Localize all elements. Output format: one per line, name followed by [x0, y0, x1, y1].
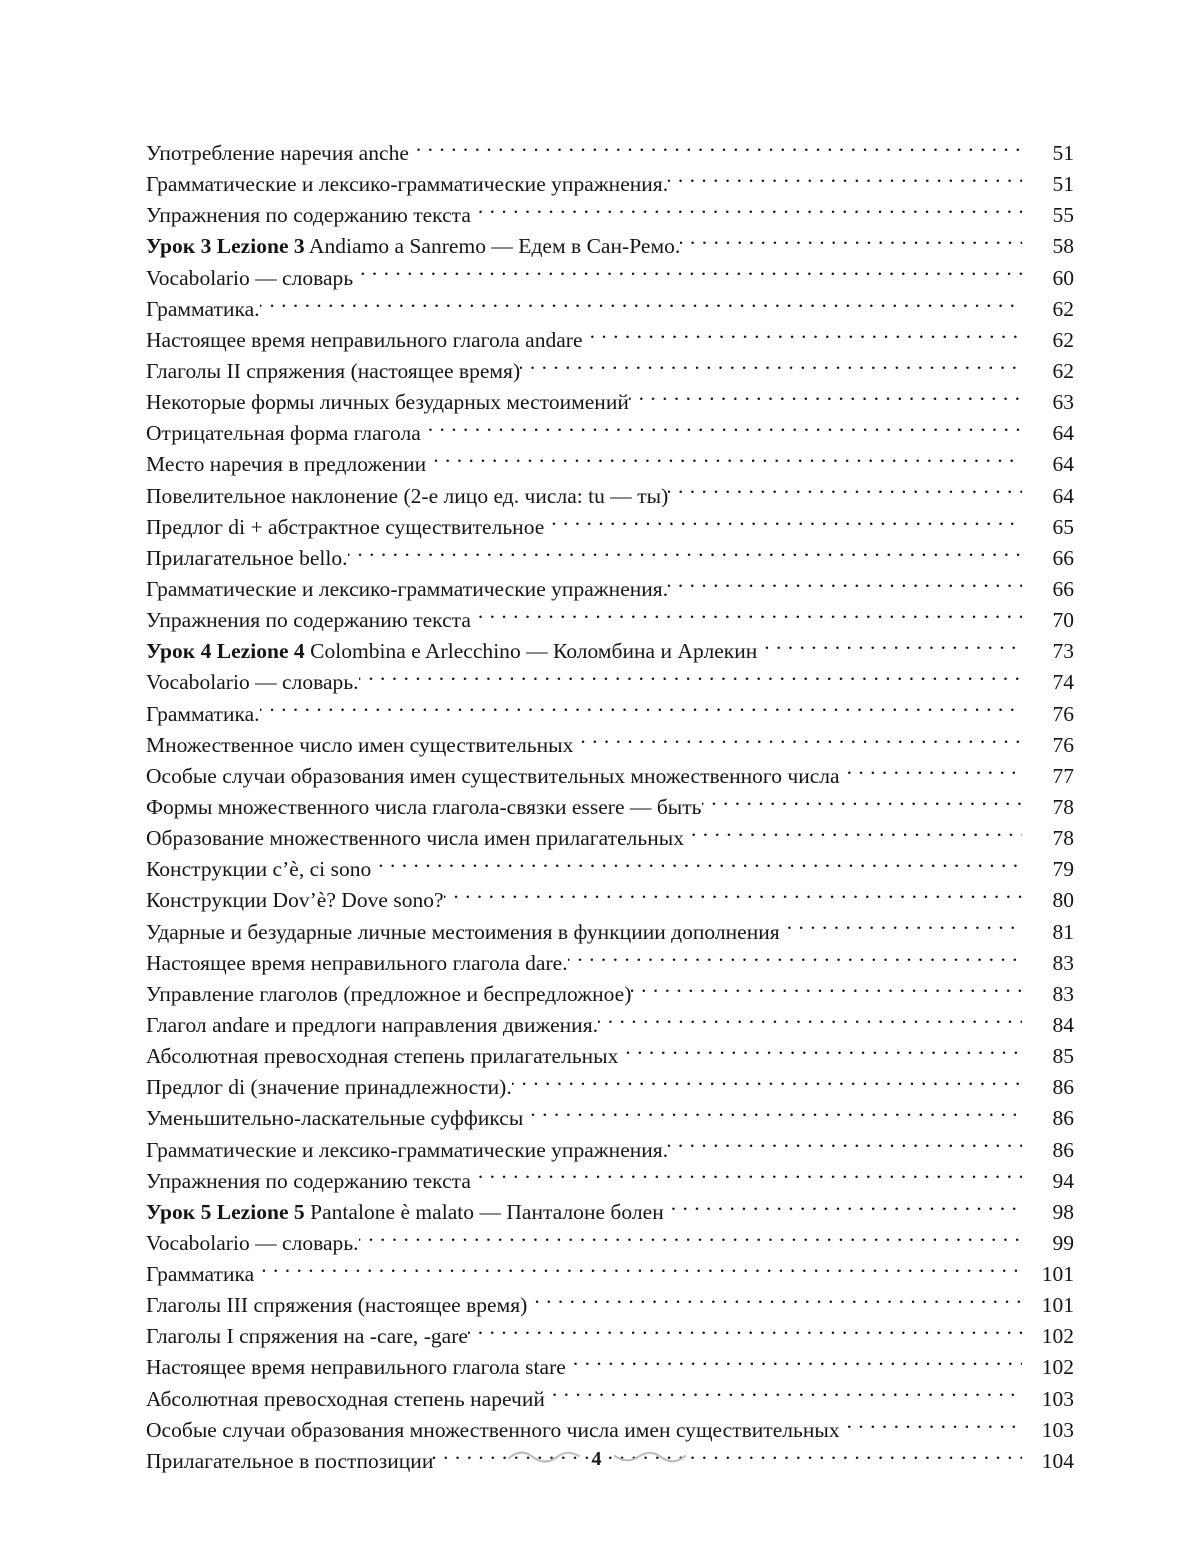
- lesson-heading-label: Урок 5 Lezione 5: [146, 1199, 305, 1224]
- toc-entry[interactable]: [146, 1072, 1074, 1103]
- dot-leader: [520, 356, 1022, 378]
- toc-entry-title: [146, 1103, 523, 1134]
- toc-entry-page-number: 79: [1052, 857, 1074, 882]
- toc-entry[interactable]: [146, 605, 1074, 636]
- dot-leader: [668, 574, 1022, 596]
- toc-entry[interactable]: [146, 512, 1074, 543]
- toc-entry-title-text: Настоящее время неправильного глагола andare: [146, 327, 583, 352]
- toc-entry-page-number: 73: [1052, 639, 1074, 664]
- dot-leader: [580, 730, 1022, 752]
- toc-entry-title: [146, 169, 668, 200]
- toc-entry[interactable]: [146, 418, 1074, 449]
- toc-entry-page-number: 58: [1052, 234, 1074, 259]
- toc-entry[interactable]: [146, 1228, 1074, 1259]
- toc-entry-title-text: Некоторые формы личных безударных местоимений: [146, 390, 629, 415]
- toc-entry-title-text: Упражнения по содержанию текста: [146, 608, 471, 633]
- toc-entry-title: [146, 885, 444, 916]
- toc-entry-page-number: 76: [1052, 701, 1074, 726]
- toc-entry-page-number: 62: [1052, 327, 1074, 352]
- toc-entry[interactable]: [146, 481, 1074, 512]
- dot-leader: [668, 170, 1022, 192]
- toc-entry[interactable]: [146, 699, 1074, 730]
- toc-entry[interactable]: [146, 169, 1074, 200]
- toc-entry[interactable]: [146, 1384, 1074, 1415]
- dot-leader: [847, 1415, 1022, 1437]
- dot-leader: [680, 232, 1022, 254]
- dot-leader: [534, 1291, 1022, 1313]
- toc-entry[interactable]: [146, 356, 1074, 387]
- toc-entry-title: [146, 1352, 566, 1383]
- page-footer: [0, 1448, 1193, 1471]
- toc-entry-title-text: Прилагательное bello.: [146, 545, 348, 570]
- toc-entry[interactable]: [146, 917, 1074, 948]
- toc-entry[interactable]: [146, 1321, 1074, 1352]
- toc-entry-page-number: 86: [1052, 1075, 1074, 1100]
- toc-entry-page-number: 66: [1052, 545, 1074, 570]
- toc-entry-title-text: Особые случаи образования множественного числа имен существительных: [146, 1417, 840, 1442]
- lesson-heading-label: Урок 3 Lezione 3: [146, 234, 305, 259]
- dot-leader: [787, 917, 1022, 939]
- dot-leader: [416, 139, 1022, 161]
- dot-leader: [573, 1353, 1022, 1375]
- toc-entry-title-text: Конструкции c’è, ci sono: [146, 857, 372, 882]
- dot-leader: [668, 1135, 1022, 1157]
- toc-entry-title-text: Грамматика: [146, 1262, 255, 1287]
- toc-entry-title: [146, 263, 353, 294]
- toc-entry-page-number: 98: [1052, 1199, 1074, 1224]
- toc-entry-page-number: 70: [1052, 608, 1074, 633]
- page-number: 4: [591, 1448, 602, 1470]
- toc-entry-title-text: Глагол andare и предлоги направления движения.: [146, 1012, 598, 1037]
- toc-entry-page-number: 94: [1052, 1168, 1074, 1193]
- toc-entry-title-text: Место наречия в предложении: [146, 452, 427, 477]
- toc-entry-title-text: Vocabolario — словарь: [146, 265, 354, 290]
- dot-leader: [260, 294, 1022, 316]
- toc-entry-page-number: 51: [1052, 141, 1074, 165]
- toc-entry[interactable]: [146, 263, 1074, 294]
- toc-entry-title-text: Глаголы II спряжения (настоящее время): [146, 358, 521, 383]
- toc-entry-title-text: Уменьшительно-ласкательные суффиксы: [146, 1106, 524, 1131]
- toc-entry-title-text: Конструкции Dov’è? Dove sono?: [146, 888, 444, 913]
- toc-entry[interactable]: [146, 200, 1074, 231]
- toc-entry-page-number: 63: [1052, 390, 1074, 415]
- toc-entry-title: [146, 294, 260, 325]
- toc-entry-title-text: Глаголы III спряжения (настоящее время): [146, 1293, 528, 1318]
- dot-leader: [598, 1010, 1022, 1032]
- toc-entry-title: [146, 1135, 668, 1166]
- toc-entry-page-number: 103: [1041, 1417, 1074, 1442]
- toc-entry-title: [146, 481, 668, 512]
- toc-entry-page-number: 62: [1052, 296, 1074, 321]
- toc-entry-title-text: Грамматические и лексико-грамматические упражнения.: [146, 172, 669, 197]
- toc-entry[interactable]: [146, 1041, 1074, 1072]
- toc-entry-title: [146, 387, 629, 418]
- toc-entry-title-text: Грамматика.: [146, 296, 260, 321]
- toc-entry[interactable]: [146, 231, 1074, 262]
- toc-entry-title: [146, 605, 471, 636]
- toc-entry-title-text: Глаголы I спряжения на -care, -gare: [146, 1324, 468, 1349]
- dot-leader: [691, 824, 1022, 846]
- toc-entry-title: [146, 1321, 468, 1352]
- toc-entry-title-text: Упражнения по содержанию текста: [146, 1168, 471, 1193]
- toc-entry-page-number: 66: [1052, 576, 1074, 601]
- toc-entry[interactable]: [146, 387, 1074, 418]
- dot-leader: [478, 1166, 1022, 1188]
- toc-entry[interactable]: [146, 1290, 1074, 1321]
- toc-entry-page-number: 99: [1052, 1230, 1074, 1255]
- toc-entry-title-text: Абсолютная превосходная степень наречий: [146, 1386, 545, 1411]
- toc-entry-page-number: 64: [1052, 483, 1074, 508]
- toc-entry-page-number: 78: [1052, 826, 1074, 851]
- toc-entry-page-number: 64: [1052, 452, 1074, 477]
- toc-entry-title: [146, 418, 421, 449]
- toc-entry-title-text: Употребление наречия anche: [146, 141, 409, 165]
- toc-entry-page-number: 64: [1052, 421, 1074, 446]
- toc-entry-page-number: 86: [1052, 1137, 1074, 1162]
- toc-entry-title-text: Отрицательная форма глагола: [146, 421, 421, 446]
- toc-entry-title-text: Ударные и безударные личные местоимения в функциии дополнения: [146, 919, 780, 944]
- dot-leader: [378, 855, 1022, 877]
- toc-entry-title: [146, 1415, 840, 1446]
- dot-leader: [359, 1228, 1022, 1250]
- toc-entry[interactable]: [146, 1103, 1074, 1134]
- toc-entry-title: [146, 917, 780, 948]
- toc-entry-title-text: Абсолютная превосходная степень прилагательных: [146, 1044, 619, 1069]
- toc-entry-title-text: Настоящее время неправильного глагола dare.: [146, 950, 568, 975]
- dot-leader: [702, 792, 1022, 814]
- toc-entry-page-number: 77: [1052, 763, 1074, 788]
- toc-entry-title: [146, 667, 359, 698]
- toc-entry[interactable]: [146, 823, 1074, 854]
- toc-entry-page-number: 55: [1052, 203, 1074, 228]
- toc-entry[interactable]: [146, 325, 1074, 356]
- toc-entry-title-text: Предлог di + абстрактное существительное: [146, 514, 545, 539]
- toc-entry-title: [146, 356, 520, 387]
- dot-leader: [668, 481, 1022, 503]
- dot-leader: [261, 1260, 1022, 1282]
- dot-leader: [764, 637, 1022, 659]
- toc-entry-page-number: 81: [1052, 919, 1074, 944]
- toc-entry[interactable]: [146, 449, 1074, 480]
- toc-entry[interactable]: [146, 667, 1074, 698]
- toc-entry-title-text: Предлог di (значение принадлежности).: [146, 1075, 512, 1100]
- toc-entry-title: [146, 449, 426, 480]
- toc-entry-title: [146, 1259, 254, 1290]
- dot-leader: [847, 761, 1022, 783]
- wave-ornament-left: [508, 1449, 580, 1470]
- toc-entry-title-text: Упражнения по содержанию текста: [146, 203, 471, 228]
- toc-entry[interactable]: [146, 1352, 1074, 1383]
- toc-entry-title-text: Множественное число имен существительных: [146, 732, 574, 757]
- toc-entry-title: [146, 792, 702, 823]
- toc-entry[interactable]: [146, 948, 1074, 979]
- toc-entry-title: [146, 854, 371, 885]
- toc-entry-title: [146, 1041, 618, 1072]
- toc-entry-title: [146, 1290, 527, 1321]
- toc-entry-title-text: Прилагательное в постпозиции: [146, 1448, 434, 1473]
- dot-leader: [348, 543, 1022, 565]
- toc-entry[interactable]: [146, 1259, 1074, 1290]
- toc-entry-title-text: Pantalone è malato — Панталоне болен: [304, 1199, 664, 1224]
- toc-entry-page-number: 101: [1041, 1293, 1074, 1318]
- toc-entry-title-text: Настоящее время неправильного глагола stare: [146, 1355, 566, 1380]
- toc-entry-page-number: 60: [1052, 265, 1074, 290]
- toc-entry[interactable]: [146, 792, 1074, 823]
- toc-entry-page-number: 76: [1052, 732, 1074, 757]
- dot-leader: [530, 1104, 1022, 1126]
- toc-entry[interactable]: [146, 138, 1074, 169]
- toc-entry-page-number: 85: [1052, 1044, 1074, 1069]
- toc-entry-title: [146, 1010, 598, 1041]
- dot-leader: [478, 606, 1022, 628]
- toc-entry-title: [146, 1072, 512, 1103]
- toc-entry-title-text: Повелительное наклонение (2-е лицо ед. числа: tu — ты): [146, 483, 669, 508]
- toc-entry[interactable]: [146, 979, 1074, 1010]
- toc-entry-title-text: Andiamo a Sanremo — Едем в Сан-Ремо.: [304, 234, 681, 259]
- toc-entry-title: [146, 1228, 359, 1259]
- toc-entry[interactable]: [146, 1135, 1074, 1166]
- toc-entry[interactable]: [146, 885, 1074, 916]
- dot-leader: [568, 948, 1022, 970]
- toc-entry-title-text: Особые случаи образования имен существительных множественного числа: [146, 763, 840, 788]
- dot-leader: [671, 1197, 1022, 1219]
- toc-entry-page-number: 51: [1052, 172, 1074, 197]
- dot-leader: [590, 325, 1022, 347]
- toc-entry-title: [146, 1197, 664, 1228]
- toc-entry-title: [146, 138, 409, 169]
- toc-entry-page-number: 102: [1041, 1355, 1074, 1380]
- dot-leader: [551, 512, 1022, 534]
- toc-entry-title: [146, 1166, 471, 1197]
- toc-entry-title-text: Грамматика.: [146, 701, 260, 726]
- toc-entry-page-number: 101: [1041, 1262, 1074, 1287]
- toc-entry-title-text: Образование множественного числа имен прилагательных: [146, 826, 684, 851]
- dot-leader: [260, 699, 1022, 721]
- toc-entry[interactable]: [146, 1166, 1074, 1197]
- dot-leader: [629, 388, 1022, 410]
- dot-leader: [433, 450, 1022, 472]
- toc-entry-title: [146, 231, 680, 262]
- dot-leader: [428, 419, 1022, 441]
- dot-leader: [444, 886, 1022, 908]
- toc-entry-title: [146, 325, 583, 356]
- toc-entry-page-number: 86: [1052, 1106, 1074, 1131]
- toc-entry-page-number: 102: [1041, 1324, 1074, 1349]
- toc-entry-page-number: 78: [1052, 794, 1074, 819]
- toc-entry-title-text: Грамматические и лексико-грамматические упражнения.: [146, 576, 669, 601]
- toc-entry-title-text: Формы множественного числа глагола-связки essere — быть: [146, 794, 702, 819]
- toc-entry-title: [146, 730, 573, 761]
- wave-ornament-right: [614, 1449, 686, 1470]
- toc-entry[interactable]: [146, 730, 1074, 761]
- toc-entry[interactable]: [146, 1010, 1074, 1041]
- toc-entry-page-number: 104: [1041, 1448, 1074, 1473]
- toc-entry[interactable]: [146, 574, 1074, 605]
- toc-entry-title-text: Vocabolario — словарь.: [146, 1230, 359, 1255]
- toc-entry[interactable]: [146, 543, 1074, 574]
- toc-entry[interactable]: [146, 294, 1074, 325]
- dot-leader: [478, 201, 1022, 223]
- toc-entry-title: [146, 1384, 545, 1415]
- toc-entry-title: [146, 823, 684, 854]
- toc-entry-title-text: Colombina e Arlecchino — Коломбина и Арлекин: [304, 639, 758, 664]
- toc-entry-title-text: Vocabolario — словарь.: [146, 670, 359, 695]
- toc-entry[interactable]: [146, 636, 1074, 667]
- dot-leader: [468, 1322, 1022, 1344]
- dot-leader: [552, 1384, 1022, 1406]
- toc-entry-page-number: 65: [1052, 514, 1074, 539]
- toc-entry-page-number: 83: [1052, 950, 1074, 975]
- toc-entry[interactable]: [146, 1415, 1074, 1446]
- toc-entry-page-number: 83: [1052, 981, 1074, 1006]
- toc-entry[interactable]: [146, 761, 1074, 792]
- toc-entry-page-number: 103: [1041, 1386, 1074, 1411]
- dot-leader: [625, 1042, 1022, 1064]
- toc-entry-title-text: Грамматические и лексико-грамматические упражнения.: [146, 1137, 669, 1162]
- dot-leader: [359, 668, 1022, 690]
- toc-entry-title: [146, 979, 631, 1010]
- toc-entry-title: [146, 761, 840, 792]
- table-of-contents-list: [146, 138, 1074, 1477]
- toc-entry[interactable]: [146, 854, 1074, 885]
- toc-entry-page-number: 80: [1052, 888, 1074, 913]
- toc-entry-title: [146, 512, 544, 543]
- dot-leader: [512, 1073, 1022, 1095]
- dot-leader: [631, 979, 1022, 1001]
- toc-entry-title: [146, 574, 668, 605]
- dot-leader: [360, 263, 1022, 285]
- toc-entry-title: [146, 543, 348, 574]
- toc-entry-title: [146, 200, 471, 231]
- toc-entry-title: [146, 948, 568, 979]
- toc-entry-page-number: 84: [1052, 1012, 1074, 1037]
- toc-entry-title: [146, 636, 757, 667]
- toc-entry-page-number: 74: [1052, 670, 1074, 695]
- toc-entry-title-text: Управление глаголов (предложное и беспредложное): [146, 981, 632, 1006]
- toc-entry-page-number: 62: [1052, 358, 1074, 383]
- lesson-heading-label: Урок 4 Lezione 4: [146, 639, 305, 664]
- toc-entry[interactable]: [146, 1197, 1074, 1228]
- toc-entry-title: [146, 699, 260, 730]
